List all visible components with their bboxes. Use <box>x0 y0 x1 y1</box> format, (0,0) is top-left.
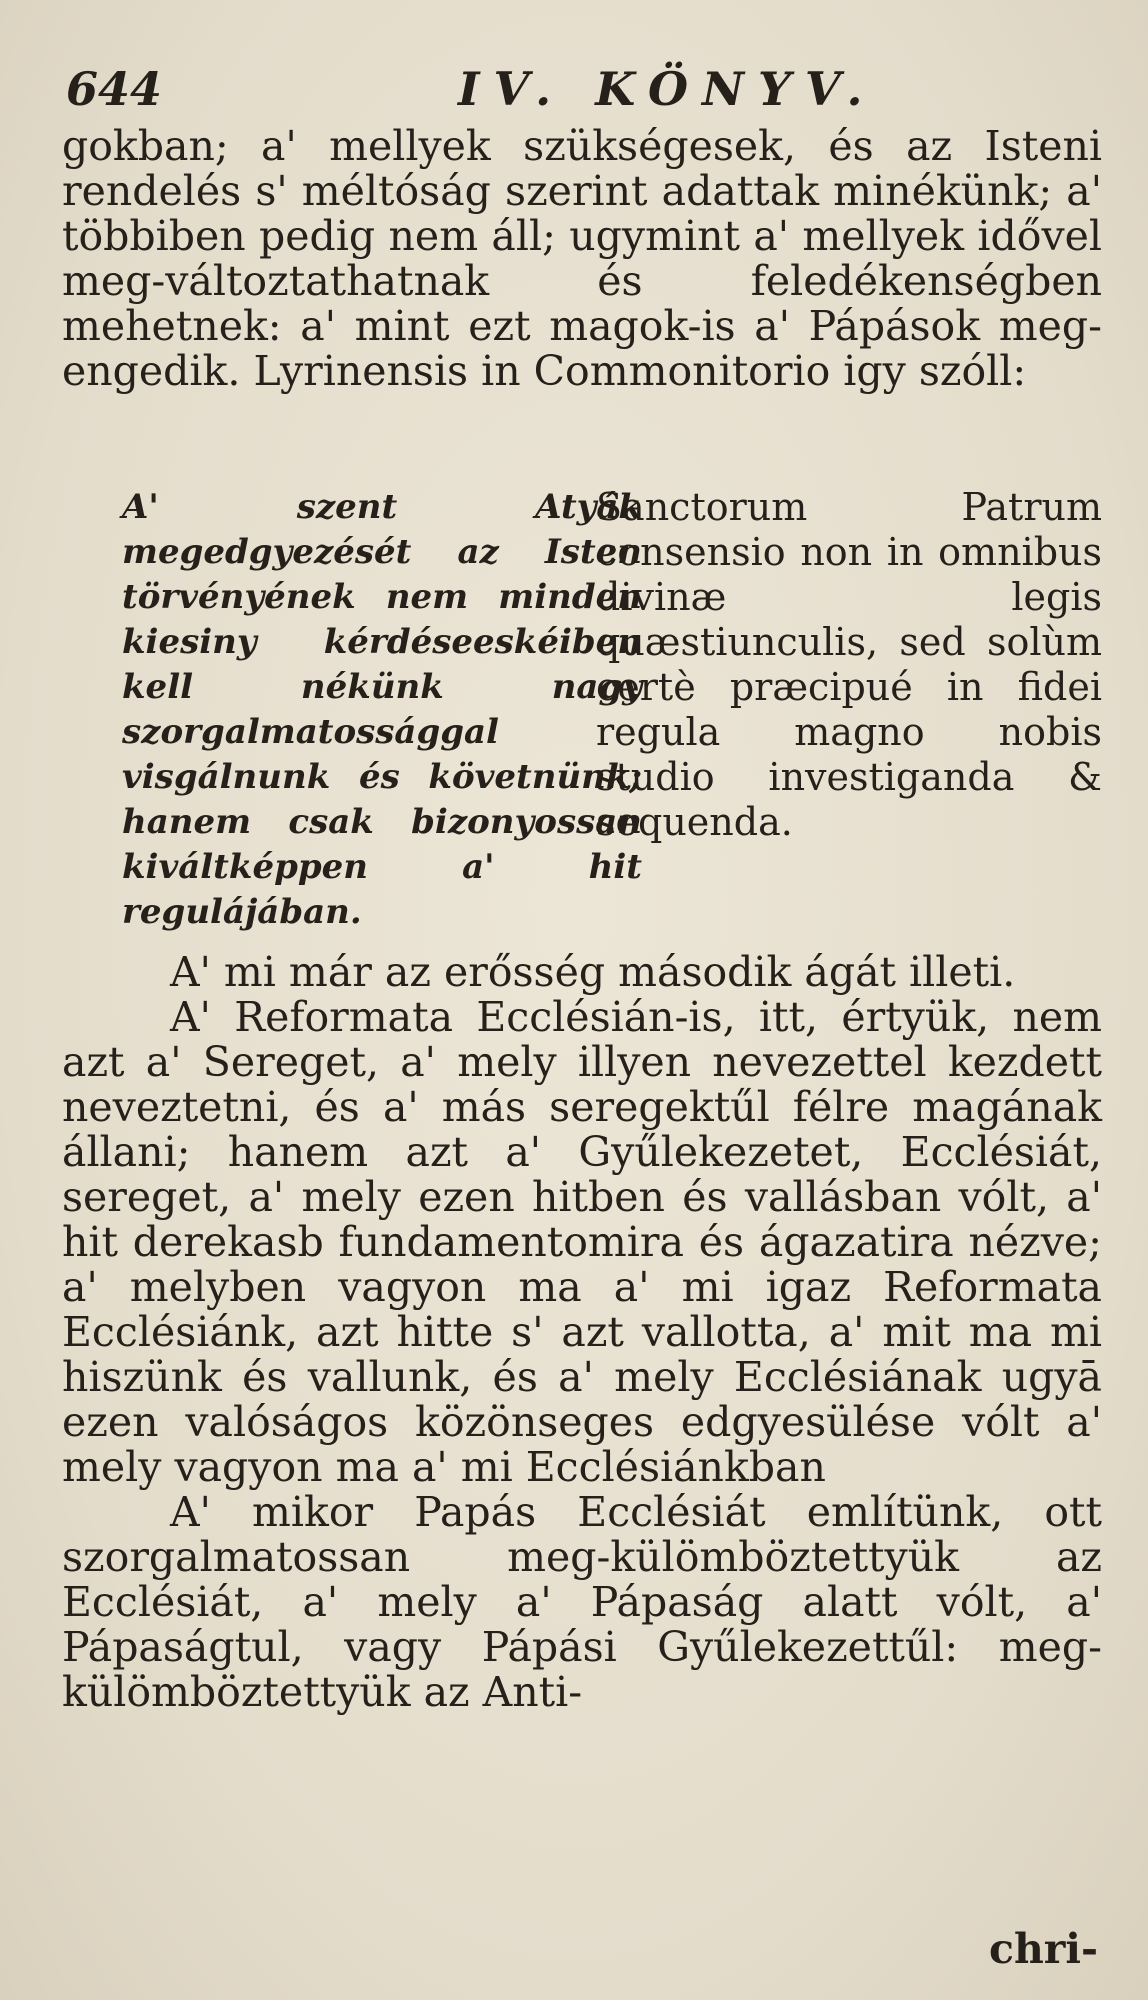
catchword: chri- <box>989 1925 1098 1973</box>
body-text <box>62 950 1102 1715</box>
quote-hungarian: A' szent Atyák megedgyezését az Isten törvényének nem minden kiesiny kérdéseeskéiben kell nékünk nagy szorgalmatossággal visgálnunk és követnünk; hanem csak bizonyossan kiváltképpen a' hit regulájában. <box>122 487 642 932</box>
paragraph: A' mikor Papás Ecclésiát említünk, ott szorgalmatossan meg-külömböztettyük az Ecclésiát, a' mely a' Pápaság alatt vólt, a' Pápaságtul, vagy Pápási Gyűlekezettűl: meg-külömböztettyük az Anti- <box>62 1488 1102 1716</box>
page-number: 644 <box>66 62 163 116</box>
parallel-quotation <box>62 485 1102 955</box>
page-header <box>66 60 1086 122</box>
quote-latin: Sanctorum Patrum consensio non in omnibus divinæ legis quæstiunculis, sed solùm certè præcipué in fidei regula magno nobis studio investiganda & sequenda. <box>596 485 1102 844</box>
paragraph: A' Reformata Ecclésián-is, itt, értyük, nem azt a' Sereget, a' mely illyen nevezettel kezdett neveztetni, és a' más seregektűl félre magának állani; hanem azt a' Gyűlekezetet, Ecclésiát, sereget, a' mely ezen hitben és vallásban vólt, a' hit derekasb fundamentomira és ágazatira nézve; a' melyben vagyon ma a' mi igaz Reformata Ecclésiánk, azt hitte s' azt vallotta, a' mit ma mi hiszünk és vallunk, és a' mely Ecclésiának ugyā ezen valóságos közönseges edgyesülése vólt a' mely vagyon ma a' mi Ecclésiánkban <box>62 993 1102 1491</box>
paragraph: A' mi már az erősség második ágát illeti. <box>170 948 1016 996</box>
intro-paragraph: gokban; a' mellyek szükségesek, és az Isteni rendelés s' méltóság szerint adattak minékünk; a' többiben pedig nem áll; ugymint a' mellyek idővel meg-változtathatnak és feledékenségben mehetnek: a' mint ezt magok-is a' Pápások meg-engedik. Lyrinensis in Commonitorio igy szóll: <box>62 122 1102 395</box>
running-head: IV. KÖNYV. <box>458 62 877 116</box>
intro-paragraph-block <box>62 124 1102 394</box>
